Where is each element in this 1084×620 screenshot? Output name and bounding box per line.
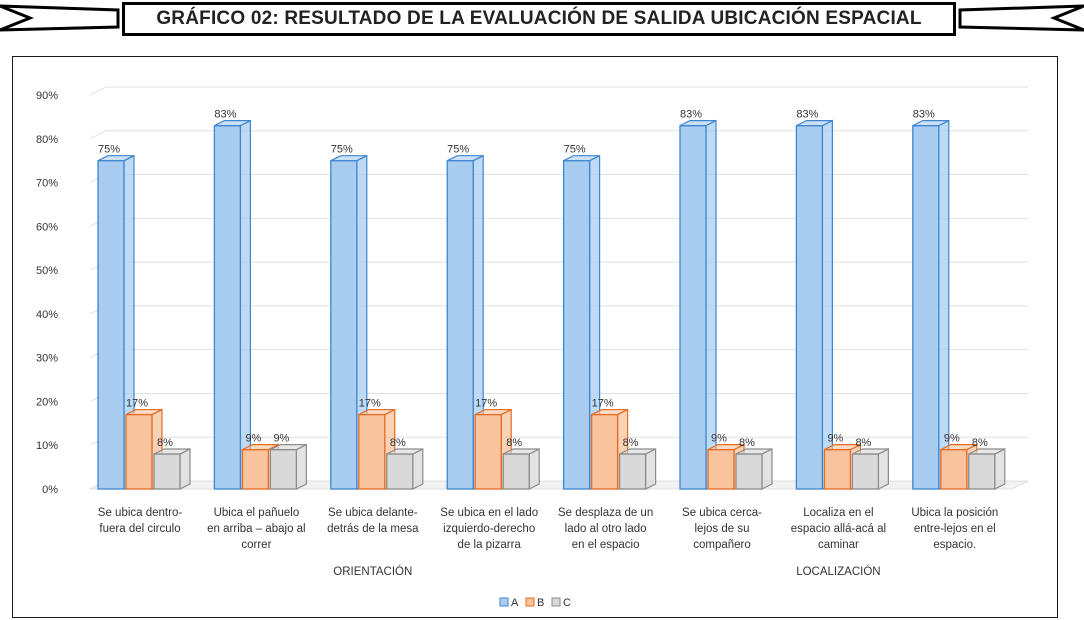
bar-C-side [878,449,888,489]
category-label: detrás de la mesa [327,523,419,535]
data-label: 9% [711,432,727,445]
data-label: 75% [447,143,470,156]
bar-A [331,161,357,489]
chart-title: GRÁFICO 02: RESULTADO DE LA EVALUACIÓN DE SALIDA UBICACIÓN ESPACIAL [156,8,922,29]
category-label: correr [241,539,272,551]
bar-C-side [529,449,539,489]
category-label: Se ubica dentro- [97,507,183,519]
bar-C [503,454,529,489]
bar-B [126,415,152,489]
y-tick-label: 90% [35,90,58,102]
data-label: 75% [563,143,586,156]
bar-C [154,454,180,489]
data-label: 17% [591,397,614,410]
bar-C-side [180,449,190,489]
legend-swatch-C [552,598,560,606]
bar-A [564,161,590,489]
bar-A [913,126,939,489]
category-label: en el espacio [571,539,640,551]
category-label: lejos de su [694,523,750,535]
category-label: Se ubica delante- [328,507,418,519]
bar-A [680,126,706,489]
category-label: Se ubica cerca- [682,507,762,519]
bar-C [270,450,296,489]
y-tick-label: 70% [35,177,58,190]
category-label: Se ubica en el lado [440,507,539,519]
y-tick-label: 40% [35,308,58,321]
bar-C [387,454,413,489]
legend-label: C [563,597,571,609]
y-tick-label: 0% [42,484,58,496]
data-label: 8% [855,436,872,449]
data-label: 83% [796,108,819,121]
bar-C-side [413,449,423,489]
bar-C [969,454,995,489]
bar-A [214,126,240,489]
bar-C-side [296,445,306,489]
category-label: en arriba – abajo al [207,523,306,535]
bar-B [475,415,501,489]
data-label: 8% [739,436,755,449]
category-label: caminar [817,539,859,551]
category-label: compañero [693,539,751,551]
data-label: 83% [214,108,237,121]
bar-B [941,450,967,489]
data-label: 17% [475,397,498,410]
bar-C-side [646,449,656,489]
bar-A [447,161,473,489]
legend-swatch-B [526,598,534,606]
category-label: lado al otro lado [564,523,647,535]
data-label: 9% [273,432,290,445]
bar-B [242,450,268,489]
data-label: 8% [506,436,523,449]
y-tick-label: 30% [35,352,58,365]
legend-label: B [537,597,545,609]
data-label: 83% [679,108,703,121]
y-tick-label: 60% [35,221,58,234]
bar-B [708,450,734,489]
data-label: 8% [157,436,173,449]
category-label: de la pizarra [457,539,521,551]
bar-B [359,415,385,489]
category-label: espacio. [933,539,977,551]
category-label: entre-lejos en el [913,523,996,535]
data-label: 75% [330,143,353,156]
bar-C [736,454,762,489]
y-tick-label: 50% [35,265,58,278]
legend-label: A [511,597,519,609]
y-tick-label: 10% [35,440,58,453]
bar-C-side [995,449,1005,489]
group-label: ORIENTACIÓN [333,566,413,578]
data-label: 17% [125,397,149,410]
category-label: Localiza en el [803,507,874,519]
category-label: Ubica el pañuelo [213,507,300,519]
data-label: 83% [912,108,935,121]
data-label: 9% [943,432,960,445]
bar-C-side [762,449,772,489]
data-label: 8% [971,436,988,449]
bar-B [824,450,850,489]
bar-A [796,126,822,489]
data-label: 9% [827,432,844,445]
category-label: Se desplaza de un [557,507,654,519]
y-tick-label: 20% [35,396,58,409]
data-label: 75% [97,143,121,156]
category-label: fuera del circulo [99,523,181,535]
data-label: 17% [358,397,381,410]
data-label: 8% [389,436,406,449]
bar-C [852,454,878,489]
bar-A [98,161,124,489]
category-label: izquierdo-derecho [443,523,536,535]
data-label: 8% [622,436,639,449]
category-label: espacio allá-acá al [790,523,887,535]
bar-C [620,454,646,489]
gridline [90,87,1028,95]
y-tick-label: 80% [35,133,58,146]
legend-swatch-A [500,598,508,606]
group-label: LOCALIZACIÓN [796,566,881,578]
bar-B [592,415,618,489]
category-label: Ubica la posición [911,507,999,519]
data-label: 9% [245,432,262,445]
